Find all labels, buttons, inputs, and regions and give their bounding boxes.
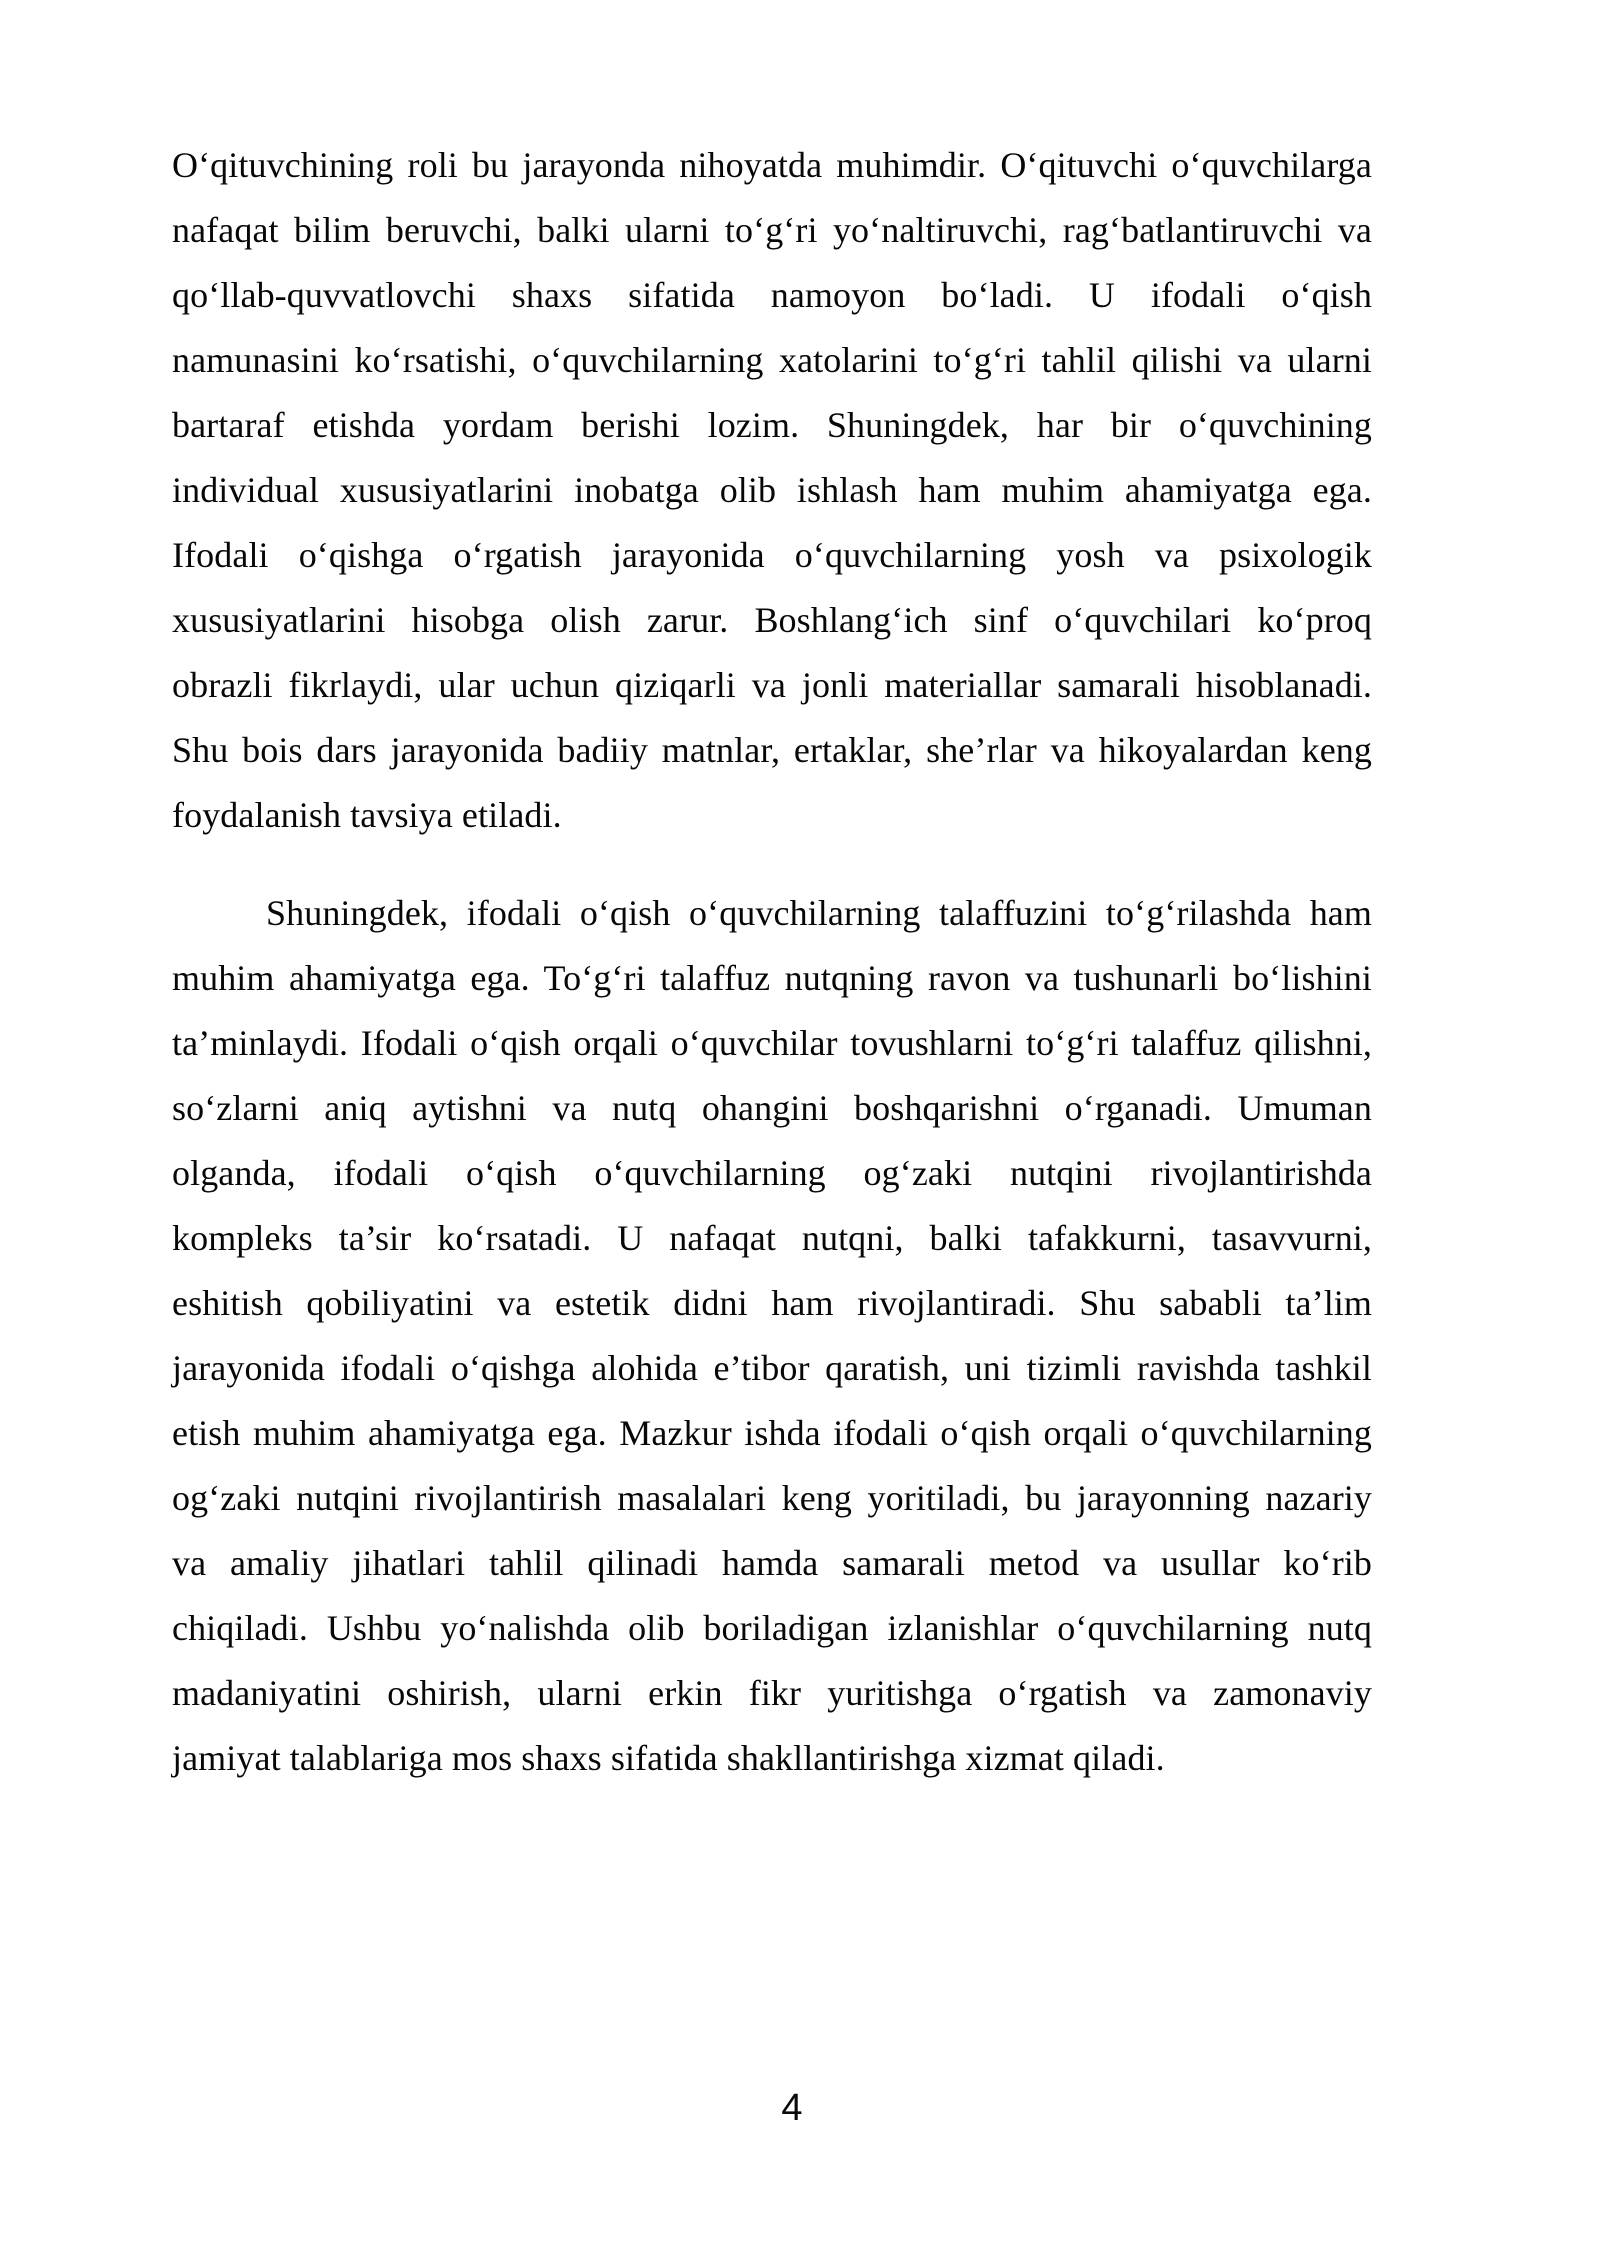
text-line: obrazli fikrlaydi, ular uchun qiziqarli va jonli materiallar samarali hisoblanadi. <box>172 665 1372 705</box>
text-line: nafaqat bilim beruvchi, balki ularni to‘g‘ri yo‘naltiruvchi, rag‘batlantiruvchi va <box>172 210 1372 250</box>
text-line: jamiyat talablariga mos shaxs sifatida shakllantirishga xizmat qiladi. <box>172 1738 1165 1778</box>
text-line: kompleks ta’sir ko‘rsatadi. U nafaqat nutqni, balki tafakkurni, tasavvurni, <box>172 1218 1372 1258</box>
text-line: va amaliy jihatlari tahlil qilinadi hamda samarali metod va usullar ko‘rib <box>172 1543 1372 1583</box>
text-line: chiqiladi. Ushbu yo‘nalishda olib boriladigan izlanishlar o‘quvchilarning nutq <box>172 1608 1372 1648</box>
text-line: foydalanish tavsiya etiladi. <box>172 795 562 835</box>
text-line: xususiyatlarini hisobga olish zarur. Boshlang‘ich sinf o‘quvchilari ko‘proq <box>172 600 1372 640</box>
text-line: etish muhim ahamiyatga ega. Mazkur ishda ifodali o‘qish orqali o‘quvchilarning <box>172 1413 1372 1453</box>
text-line: eshitish qobiliyatini va estetik didni ham rivojlantiradi. Shu sababli ta’lim <box>172 1283 1372 1323</box>
paragraph-1 <box>172 133 1372 848</box>
paragraph-2 <box>172 881 1372 1791</box>
text-line: olganda, ifodali o‘qish o‘quvchilarning og‘zaki nutqini rivojlantirishda <box>172 1153 1372 1193</box>
body-text <box>172 133 1372 1791</box>
page-number: 4 <box>781 2087 803 2129</box>
text-line: Ifodali o‘qishga o‘rgatish jarayonida o‘quvchilarning yosh va psixologik <box>172 535 1372 575</box>
text-line: jarayonida ifodali o‘qishga alohida e’tibor qaratish, uni tizimli ravishda tashkil <box>172 1348 1372 1388</box>
text-line: Shu bois dars jarayonida badiiy matnlar, ertaklar, she’rlar va hikoyalardan keng <box>172 730 1372 770</box>
text-line: namunasini ko‘rsatishi, o‘quvchilarning xatolarini to‘g‘ri tahlil qilishi va ularni <box>172 340 1372 380</box>
text-line: og‘zaki nutqini rivojlantirish masalalari keng yoritiladi, bu jarayonning nazariy <box>172 1478 1372 1518</box>
text-line: ta’minlaydi. Ifodali o‘qish orqali o‘quvchilar tovushlarni to‘g‘ri talaffuz qilishni, <box>172 1023 1372 1063</box>
text-line: so‘zlarni aniq aytishni va nutq ohangini boshqarishni o‘rganadi. Umuman <box>172 1088 1372 1128</box>
text-line: madaniyatini oshirish, ularni erkin fikr yuritishga o‘rgatish va zamonaviy <box>172 1673 1372 1713</box>
text-line: qo‘llab-quvvatlovchi shaxs sifatida namoyon bo‘ladi. U ifodali o‘qish <box>172 275 1372 315</box>
text-line: Shuningdek, ifodali o‘qish o‘quvchilarning talaffuzini to‘g‘rilashda ham <box>266 893 1372 933</box>
text-line: bartaraf etishda yordam berishi lozim. Shuningdek, har bir o‘quvchining <box>172 405 1372 445</box>
text-line: individual xususiyatlarini inobatga olib ishlash ham muhim ahamiyatga ega. <box>172 470 1372 510</box>
text-line: O‘qituvchining roli bu jarayonda nihoyatda muhimdir. O‘qituvchi o‘quvchilarga <box>172 145 1372 185</box>
text-line: muhim ahamiyatga ega. To‘g‘ri talaffuz nutqning ravon va tushunarli bo‘lishini <box>172 958 1372 998</box>
